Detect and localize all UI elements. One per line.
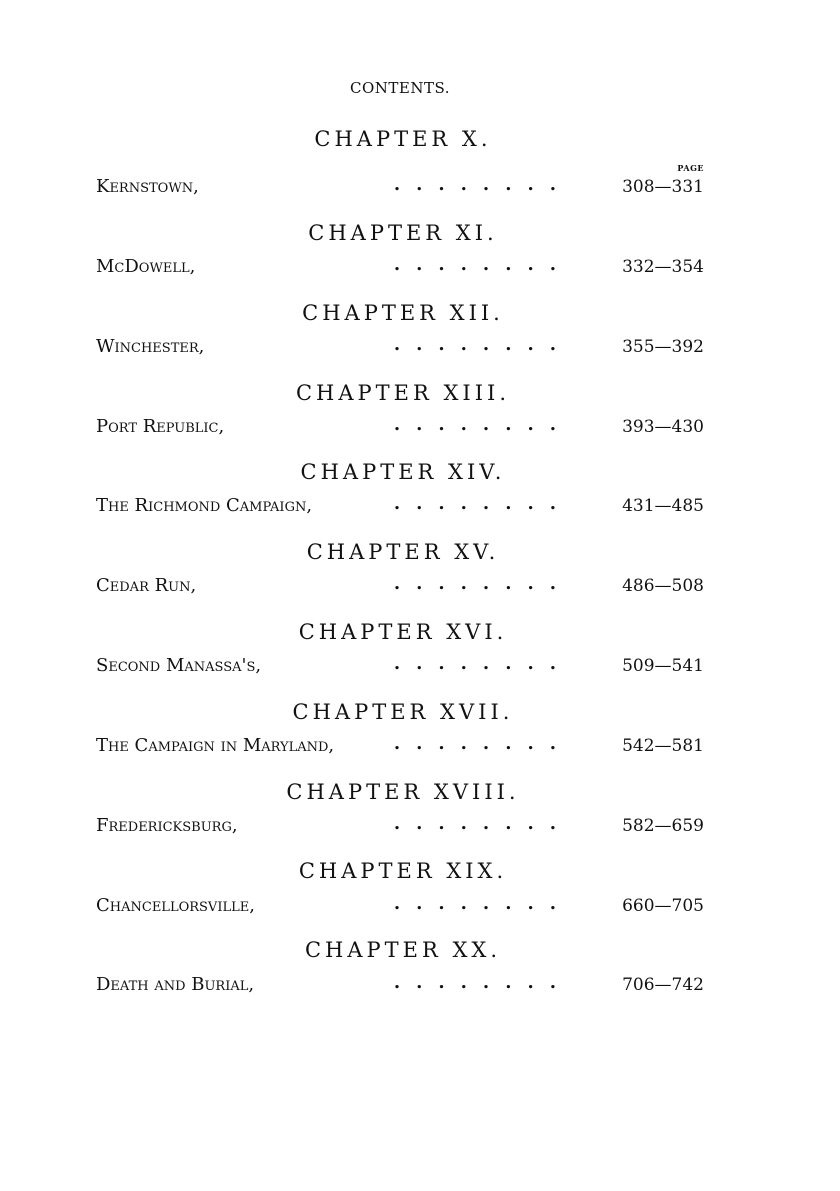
chapter-heading: CHAPTER XVI. [298,620,508,644]
dot-leader: ........ [393,972,572,993]
entry-title: Second Manassa's, [96,655,262,676]
dot-leader: ........ [393,573,572,594]
entry-title: Winchester, [96,336,205,357]
entry-title: Port Republic, [96,416,225,437]
dot-leader: ........ [393,414,572,435]
chapter-heading: CHAPTER XIII. [295,381,510,405]
entry-title: The Richmond Campaign, [96,495,313,516]
dot-leader: ........ [393,493,572,514]
entry-pages: 431—485 [622,496,704,516]
dot-leader: ........ [393,893,572,914]
entry-pages: 332—354 [622,257,704,277]
entry-pages: 486—508 [622,576,704,596]
entry-title: Fredericksburg, [96,815,238,836]
entry-pages: 660—705 [622,896,704,916]
dot-leader: ........ [393,174,572,195]
chapter-heading: CHAPTER XV. [306,540,500,564]
chapter-heading: CHAPTER X. [314,127,492,151]
entry-pages: 308—331 [622,177,704,197]
entry-pages: 355—392 [622,337,704,357]
chapter-heading: CHAPTER XI. [308,221,498,245]
dot-leader: ........ [393,813,572,834]
dot-leader: ........ [393,733,572,754]
entry-pages: 706—742 [622,975,704,995]
entry-title: The Campaign in Maryland, [96,735,335,756]
chapter-heading: CHAPTER XVII. [292,700,514,724]
chapter-heading: CHAPTER XVIII. [286,780,520,804]
running-head: CONTENTS. [350,79,450,97]
entry-title: Cedar Run, [96,575,197,596]
entry-title: Death and Burial, [96,974,255,995]
chapter-heading: CHAPTER XIX. [298,859,508,883]
entry-title: Kernstown, [96,176,199,197]
entry-pages: 509—541 [622,656,704,676]
entry-pages: 393—430 [622,417,704,437]
chapter-heading: CHAPTER XII. [302,301,504,325]
chapter-heading: CHAPTER XIV. [300,460,506,484]
dot-leader: ........ [393,653,572,674]
entry-title: McDowell, [96,256,196,277]
chapter-heading: CHAPTER XX. [304,938,502,962]
entry-pages: 582—659 [622,816,704,836]
page-column-label: PAGE [677,163,704,173]
dot-leader: ........ [393,254,572,275]
dot-leader: ........ [393,334,572,355]
entry-title: Chancellorsville, [96,895,255,916]
entry-pages: 542—581 [622,736,704,756]
